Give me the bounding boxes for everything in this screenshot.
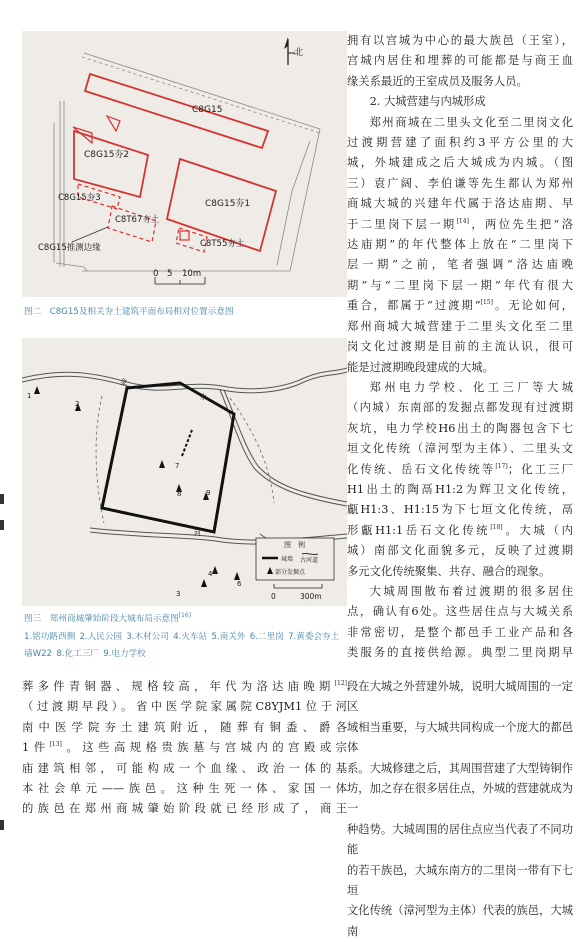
- site-item: 9.电力学校: [103, 649, 146, 659]
- c8g15-top-outline: [85, 74, 268, 148]
- text-line: 文化传统（漳河型为主体）代表的族邑，大城南: [347, 904, 573, 938]
- map-label-shui: 水: [200, 393, 207, 401]
- text-line: 商城大城的兴建年代属于洛达庙期、早: [347, 197, 573, 211]
- svg-text:8: 8: [177, 490, 182, 498]
- text-line: 的族邑在郑州商城肇始阶段就已经形成了，商王: [22, 802, 347, 816]
- map-scale-bar: [274, 584, 322, 588]
- text-line: 三）袁广阔、李伯谦等先生都认为郑州: [347, 176, 573, 190]
- text-line: 期”与“二里岗下层一期”年代有很大: [347, 278, 573, 292]
- site-item: 8.化工三厂: [56, 649, 99, 659]
- text-line: 层一期”之前，笔者强调“洛达庙晚: [347, 258, 573, 272]
- svg-text:2: 2: [75, 400, 80, 408]
- legend-excavation: 部分发掘点: [275, 569, 306, 576]
- hangtu2-outline: [74, 131, 148, 197]
- text-line: 城，外城建成之后大城成为内城。（图: [347, 156, 573, 170]
- map-label-jin: 金: [120, 378, 127, 386]
- text-line: 种趋势。大城周围的居住点应当代表了不同功能: [347, 822, 573, 857]
- text-line: 庙建筑相邻，可能构成一个血缘、政治一体的基: [22, 761, 347, 775]
- label-c8t55: C8T55夯土: [200, 239, 245, 249]
- city-wall: [102, 383, 234, 532]
- site-markers: [34, 386, 240, 587]
- label-hangtu2: C8G15夯2: [84, 150, 130, 160]
- text-line: H1出土的陶鬲H1:2为辉卫文化传统，: [347, 482, 573, 496]
- text-line: 郑州商城大城营建于二里头文化至二里: [347, 319, 573, 333]
- figure-3-caption-text: 图三 郑州商城肇始阶段大城布局示意图: [24, 614, 179, 624]
- margin-mark: [0, 520, 4, 530]
- text-line: 化传统、岳石文化传统等[17]；化工三厂: [347, 462, 573, 476]
- site-item: 4.火车站: [173, 632, 208, 642]
- label-c8t67: C8T67夯土: [115, 215, 160, 225]
- label-c8g15: C8G15: [192, 105, 223, 115]
- site-item: 7.黄委会夯土墙W22: [24, 632, 340, 659]
- left-column-text: [22, 677, 347, 820]
- text-line: 系。大城修建之后，其周围营建了大型铸铜作: [347, 761, 573, 775]
- figure-3-drawing: [22, 338, 347, 606]
- site-item: 6.二里岗: [249, 632, 284, 642]
- wall-w22: [182, 430, 192, 456]
- legend-title: 图 例: [284, 541, 305, 549]
- figure-2-drawing: [22, 31, 347, 297]
- figure-2-caption: 图二 C8G15及相关夯土建筑平面布局相对位置示意图: [24, 307, 234, 317]
- text-line: 类服务的直接供给源。典型二里岗期早: [347, 646, 573, 660]
- legend-city-wall: 城墙: [281, 556, 294, 563]
- text-line: 城）南部文化面貌多元，反映了过渡期: [347, 544, 573, 558]
- text-line: 达庙期”的年代整体上放在“二里岗下: [347, 238, 573, 252]
- svg-text:9: 9: [206, 489, 211, 497]
- text-line: 甗H1:3、H1:15为下七垣文化传统，鬲: [347, 503, 573, 517]
- text-line: 南中医学院夯土建筑附近，随葬有铜盉、爵各: [22, 720, 347, 734]
- margin-mark: [0, 494, 4, 504]
- label-edge: C8G15推测边缘: [38, 243, 101, 253]
- text-line: 非常密切，是整个都邑手工业产品和各: [347, 625, 573, 639]
- map-scale-zero: 0: [271, 592, 276, 601]
- text-line: 岗文化过渡期是目前的主流认识，很可: [347, 340, 573, 354]
- text-line: 葬多件青铜器、规格较高，年代为洛达庙晚期[12]: [22, 680, 347, 693]
- north-label: 北: [294, 48, 304, 58]
- svg-text:1: 1: [27, 392, 32, 400]
- svg-text:6: 6: [237, 580, 242, 588]
- text-line: 于二里岗下层一期[14]，两位先生把“洛: [347, 217, 573, 231]
- figure-3-caption-ref: [16]: [178, 612, 192, 620]
- text-line: 灰坑，电力学校H6出土的陶器包含下七: [347, 421, 573, 435]
- figure-3-map: [22, 338, 347, 606]
- map-label-he: 河: [194, 529, 201, 537]
- site-item: 5.南关外: [211, 632, 246, 642]
- text-line: 垣文化传统（漳河型为主体）、二里头文: [347, 442, 573, 456]
- scale-zero: 0: [153, 269, 159, 279]
- text-line: 拥有以宫城为中心的最大族邑（王室），: [347, 34, 573, 47]
- text-line: 过渡期营建了面积约3平方公里的大: [347, 136, 573, 150]
- text-line: 大城周围散布着过渡期的很多居住: [369, 584, 573, 598]
- text-line: 郑州电力学校、化工三厂等大城: [369, 380, 573, 394]
- scale-ten: 10m: [182, 269, 202, 279]
- margin-mark: [0, 820, 4, 830]
- text-line: 1件[13]。这些高规格贵族墓与宫城内的宫殿或宗: [22, 741, 347, 755]
- legend-ancient-river: 古河道: [300, 557, 319, 564]
- text-line: 点，确认有6处。这些居住点与大城关系: [347, 605, 573, 619]
- text-line: 本社会单元——族邑。这种生死一体、家国一体: [22, 782, 347, 796]
- svg-text:7: 7: [175, 462, 180, 470]
- text-line: （内城）东南部的发掘点都发现有过渡期: [347, 401, 573, 415]
- right-column-top: [347, 31, 573, 664]
- svg-text:4: 4: [208, 570, 213, 578]
- text-line: 多元文化传统聚集、共存、融合的现象。: [347, 564, 551, 578]
- text-line: 段在大城之外营建外城，说明大城周围的一定区: [347, 680, 573, 714]
- figure-3-caption: [24, 612, 344, 627]
- right-column-bottom: [347, 677, 573, 942]
- svg-text:3: 3: [176, 590, 181, 598]
- figure-3-site-list: [24, 629, 346, 663]
- text-line: 重合，都属于“过渡期”[15]。无论如何，: [347, 299, 573, 313]
- text-line: 域相当重要，与大城共同构成一个庞大的都邑体: [347, 720, 573, 755]
- site-item: 3.木材公司: [126, 632, 169, 642]
- text-line: 宫城内居住和埋葬的可能都是与商王血: [347, 54, 573, 68]
- text-line: （过渡期早段）。省中医学院家属院C8YJM1位于河: [22, 700, 347, 714]
- site-item: 1.铭功路西侧: [24, 632, 76, 642]
- text-line: 的若干族邑，大城东南方的二里岗一带有下七垣: [347, 863, 573, 898]
- text-line: 能是过渡期晚段建成的大城。: [347, 360, 494, 374]
- map-scale-end: 300m: [300, 592, 322, 601]
- site-item: 2.人民公园: [79, 632, 123, 642]
- label-hangtu3: C8G15夯3: [58, 193, 101, 203]
- text-line: 坊，加之存在很多居住点，外城的营建就成为一: [347, 782, 573, 816]
- label-hangtu1: C8G15夯1: [205, 199, 251, 209]
- text-line: 形甗H1:1岳石文化传统[18]。大城（内: [347, 523, 573, 537]
- text-line: 缘关系最近的王室成员及服务人员。: [347, 74, 528, 88]
- edge-pointer: [72, 227, 108, 242]
- section-heading: 2. 大城营建与内城形成: [369, 95, 486, 109]
- scale-five: 5: [167, 269, 173, 279]
- figure-2-plan: [22, 31, 347, 297]
- text-line: 郑州商城在二里头文化至二里岗文化: [369, 115, 573, 129]
